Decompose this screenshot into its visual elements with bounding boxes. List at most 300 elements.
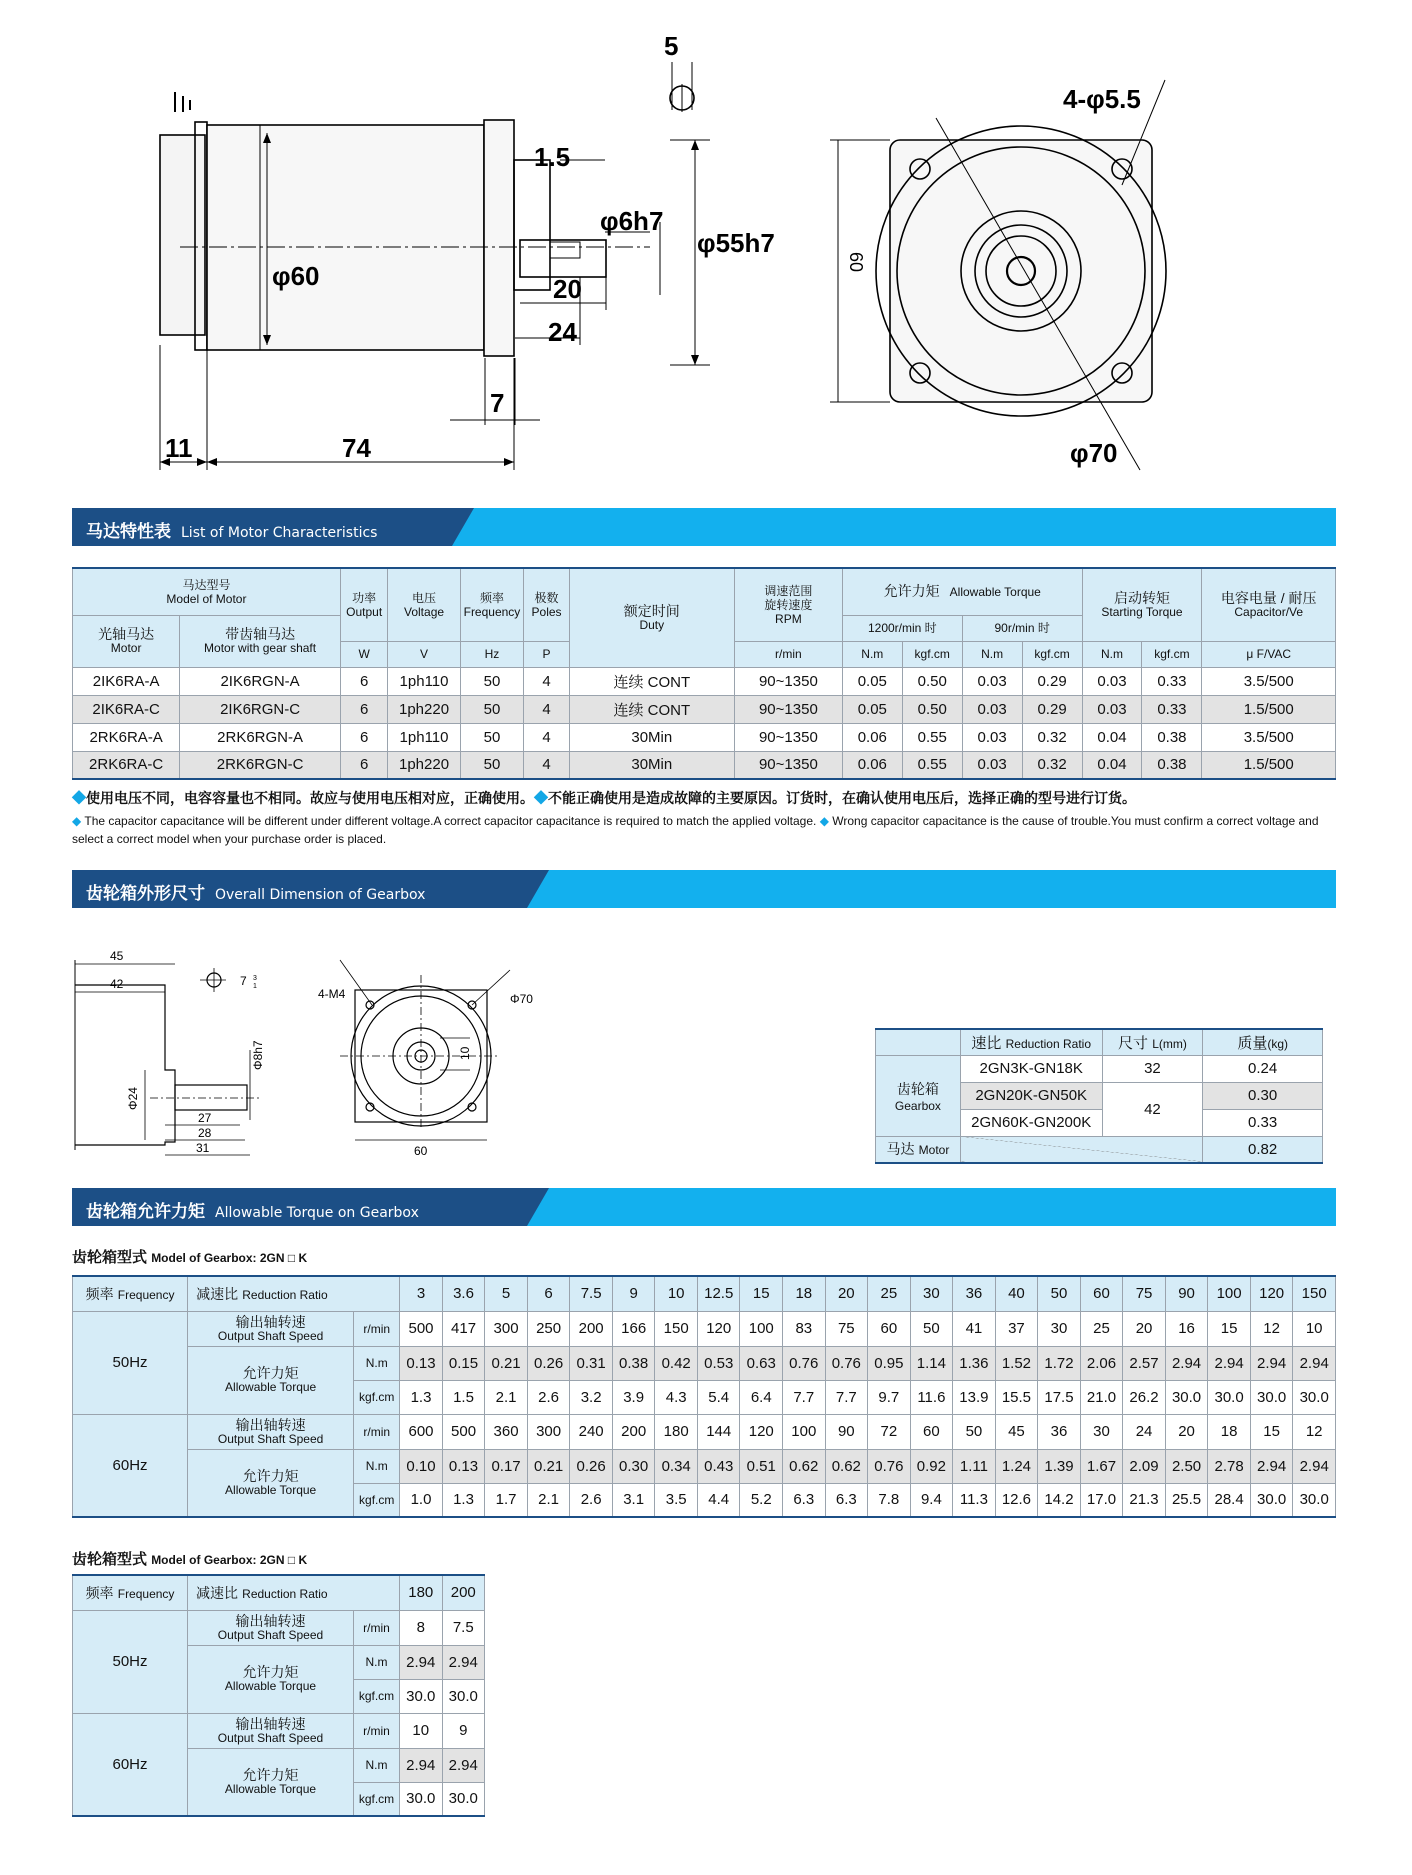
note-en xyxy=(72,812,1332,848)
torque-cell: 2.57 xyxy=(1123,1346,1166,1380)
torque-cell: 30.0 xyxy=(1250,1483,1293,1517)
gb-ratio-3: 2GN60K-GN200K xyxy=(960,1109,1102,1136)
torque-cell: 0.62 xyxy=(783,1449,826,1483)
unit-hz: Hz xyxy=(460,641,524,667)
torque-cell: 1.3 xyxy=(442,1483,485,1517)
dim-74: 74 xyxy=(342,433,371,463)
torque-cell: 0.51 xyxy=(740,1449,783,1483)
motor-cell: 0.33 xyxy=(1142,667,1202,695)
torque-torque-en: Allowable Torque xyxy=(224,1679,317,1693)
torque-speed-cn: 输出轴转速 xyxy=(235,1715,306,1732)
gb-dim-60: 60 xyxy=(414,1144,428,1158)
unit-rmin: r/min xyxy=(734,641,842,667)
motor-cell: 1ph220 xyxy=(388,695,460,723)
h-start-en: Starting Torque xyxy=(1101,604,1183,619)
torque-cell: 120 xyxy=(740,1414,783,1449)
torque-cell: 50 xyxy=(953,1414,996,1449)
torque-cell: 17.0 xyxy=(1080,1483,1123,1517)
torque-cell: 30 xyxy=(1038,1311,1081,1346)
motor-section-title-en: List of Motor Characteristics xyxy=(181,525,378,541)
gb-dim-10: 10 xyxy=(458,1046,472,1060)
torque-cell: 1.36 xyxy=(953,1346,996,1380)
gb-ratio-1: 2GN3K-GN18K xyxy=(960,1055,1102,1082)
motor-cell: 2RK6RGN-A xyxy=(180,723,341,751)
motor-cell: 1ph220 xyxy=(388,751,460,779)
torque-cell: 2.1 xyxy=(527,1483,570,1517)
motor-cell: 2IK6RA-A xyxy=(73,667,180,695)
torque-cell: 7.7 xyxy=(783,1380,826,1414)
motor-cell: 0.05 xyxy=(842,695,902,723)
motor-table-row xyxy=(73,695,1336,723)
torque-cell: 9.4 xyxy=(910,1483,953,1517)
torque-cell: 7.5 xyxy=(570,1276,613,1311)
note-cn-2: 不能正确使用是造成故障的主要原因。订货时，在确认使用电压后，选择正确的型号进行订货。 xyxy=(548,790,1136,806)
gb-motor-en: Motor xyxy=(918,1143,950,1158)
torque-cell: 150 xyxy=(655,1311,698,1346)
torque-cell: 40 xyxy=(995,1276,1038,1311)
torque-cell: 0.17 xyxy=(485,1449,528,1483)
motor-cell: 1.5/500 xyxy=(1202,695,1336,723)
torque-cell: 0.30 xyxy=(612,1449,655,1483)
torque-unit-nm: N.m xyxy=(354,1346,400,1380)
h-motor-en: Motor xyxy=(110,641,142,655)
motor-cell: 0.06 xyxy=(842,723,902,751)
torque-torque-cn: 允许力矩 xyxy=(242,1664,299,1680)
torque-cell: 16 xyxy=(1165,1311,1208,1346)
torque-h-ratio-cn: 减速比 xyxy=(196,1584,238,1601)
torque-section-title-cn: 齿轮箱允许力矩 xyxy=(86,1202,205,1222)
torque-cell: 1.11 xyxy=(953,1449,996,1483)
h-start-cn: 启动转矩 xyxy=(1114,589,1171,606)
motor-cell: 4 xyxy=(524,751,569,779)
torque-cell: 2.94 xyxy=(1293,1346,1336,1380)
torque-cell: 12 xyxy=(1293,1414,1336,1449)
dim-key-width: 5 xyxy=(664,31,679,61)
torque-cell: 30.0 xyxy=(1165,1380,1208,1414)
torque-cell: 13.9 xyxy=(953,1380,996,1414)
torque-cell: 30 xyxy=(1080,1414,1123,1449)
torque-h-ratio-en: Reduction Ratio xyxy=(242,1586,328,1601)
torque-cell: 0.38 xyxy=(612,1346,655,1380)
torque-cell: 36 xyxy=(953,1276,996,1311)
torque-cell: 2.94 xyxy=(442,1748,485,1782)
torque-cell: 0.76 xyxy=(825,1346,868,1380)
torque-cell: 21.3 xyxy=(1123,1483,1166,1517)
motor-cell: 0.03 xyxy=(962,667,1022,695)
torque-unit-rmin: r/min xyxy=(354,1610,400,1645)
torque-cell: 0.53 xyxy=(697,1346,740,1380)
torque-cell: 15 xyxy=(1208,1311,1251,1346)
torque-cell: 2.06 xyxy=(1080,1346,1123,1380)
h-cap-en: Capacitor/Ve xyxy=(1234,604,1304,619)
torque-cell: 9.7 xyxy=(868,1380,911,1414)
torque-h-freq-cn: 频率 xyxy=(85,1285,114,1302)
motor-cell: 4 xyxy=(524,667,569,695)
gb-gearbox-cn: 齿轮箱 xyxy=(896,1080,939,1097)
unit-kgf-1: kgf.cm xyxy=(902,641,962,667)
torque-cell: 0.95 xyxy=(868,1346,911,1380)
motor-cell: 90~1350 xyxy=(734,751,842,779)
motor-cell: 0.03 xyxy=(962,695,1022,723)
h-freq-en: Frequency xyxy=(463,604,521,619)
torque-cell: 75 xyxy=(1123,1276,1166,1311)
torque-cell: 30.0 xyxy=(1250,1380,1293,1414)
torque-cell: 10 xyxy=(400,1713,443,1748)
motor-cell: 50 xyxy=(460,723,524,751)
torque-cell: 2.94 xyxy=(1293,1449,1336,1483)
h-1200: 1200r/min 时 xyxy=(842,615,962,641)
torque-cell: 120 xyxy=(1250,1276,1293,1311)
torque-cell: 45 xyxy=(995,1414,1038,1449)
torque-h-freq-en: Frequency xyxy=(117,1287,175,1302)
h-gear-cn: 带齿轴马达 xyxy=(225,626,296,642)
torque-cell: 0.43 xyxy=(697,1449,740,1483)
torque-cell: 0.31 xyxy=(570,1346,613,1380)
unit-nm-3: N.m xyxy=(1082,641,1142,667)
motor-cell: 1.5/500 xyxy=(1202,751,1336,779)
torque-cell: 1.39 xyxy=(1038,1449,1081,1483)
torque-cell: 2.09 xyxy=(1123,1449,1166,1483)
gb-dim-31: 31 xyxy=(196,1141,210,1155)
torque-cell: 12.6 xyxy=(995,1483,1038,1517)
torque-torque-cn: 允许力矩 xyxy=(242,1467,299,1484)
motor-cell: 3.5/500 xyxy=(1202,723,1336,751)
torque-unit-rmin: r/min xyxy=(354,1414,400,1449)
unit-kgf-3: kgf.cm xyxy=(1142,641,1202,667)
h-poles-cn: 极数 xyxy=(534,590,559,605)
torque-cell: 250 xyxy=(527,1311,570,1346)
motor-cell: 0.29 xyxy=(1022,695,1082,723)
motor-cell: 0.38 xyxy=(1142,723,1202,751)
torque2-model-cn: 齿轮箱型式 xyxy=(72,1551,148,1568)
torque-cell: 4.3 xyxy=(655,1380,698,1414)
torque-cell: 1.72 xyxy=(1038,1346,1081,1380)
motor-cell: 4 xyxy=(524,723,569,751)
motor-cell: 50 xyxy=(460,695,524,723)
h-output-en: Output xyxy=(346,604,383,619)
motor-cell: 6 xyxy=(340,723,388,751)
torque-h-freq-en: Frequency xyxy=(117,1586,175,1601)
torque-cell: 1.24 xyxy=(995,1449,1038,1483)
torque-cell: 200 xyxy=(612,1414,655,1449)
torque-cell: 15 xyxy=(740,1276,783,1311)
diamond-icon: ◆ xyxy=(72,814,82,828)
h-poles-en: Poles xyxy=(531,604,562,619)
h-cap-cn: 电容电量 / 耐压 xyxy=(1220,589,1317,606)
note-en-2: Wrong capacitor capacitance is the cause of trouble.You must confirm a correct voltage and select a correct model when your purchase order is placed. xyxy=(72,814,1319,846)
torque-cell: 8 xyxy=(400,1610,443,1645)
torque-speed-cn: 输出轴转速 xyxy=(235,1612,306,1629)
dim-body-dia: φ60 xyxy=(272,261,320,291)
torque-cell: 3.6 xyxy=(442,1276,485,1311)
torque-cell: 0.21 xyxy=(527,1449,570,1483)
motor-dimension-drawing xyxy=(0,0,1412,490)
torque-torque-cn: 允许力矩 xyxy=(242,1766,299,1783)
dim-11: 11 xyxy=(165,433,193,463)
motor-table-row xyxy=(73,723,1336,751)
torque-unit-kgf: kgf.cm xyxy=(354,1679,400,1713)
torque-torque-en: Allowable Torque xyxy=(225,1482,317,1497)
gb-h-size-en: L(mm) xyxy=(1152,1036,1187,1051)
torque-cell: 0.13 xyxy=(400,1346,443,1380)
h-freq-cn: 频率 xyxy=(479,590,504,605)
gb-dim-28: 28 xyxy=(198,1126,212,1140)
motor-cell: 90~1350 xyxy=(734,723,842,751)
gb-mass-3: 0.33 xyxy=(1203,1109,1323,1136)
torque-cell: 30.0 xyxy=(400,1782,443,1816)
torque-cell: 2.94 xyxy=(400,1748,443,1782)
torque-speed-en: Output Shaft Speed xyxy=(217,1627,324,1642)
dim-square: 60 xyxy=(846,252,866,273)
motor-cell: 0.03 xyxy=(962,723,1022,751)
torque-cell: 200 xyxy=(442,1575,485,1610)
torque-unit-kgf: kgf.cm xyxy=(354,1483,400,1517)
torque-cell: 2.94 xyxy=(1208,1346,1251,1380)
torque-cell: 1.3 xyxy=(400,1380,443,1414)
torque-cell: 180 xyxy=(400,1575,443,1610)
gearbox-section-title-en: Overall Dimension of Gearbox xyxy=(215,887,426,903)
gb-motor-diagonal xyxy=(960,1136,1202,1163)
h-torque-cn: 允许力矩 xyxy=(883,583,940,600)
torque-cell: 300 xyxy=(527,1414,570,1449)
gb-h-ratio-en: Reduction Ratio xyxy=(1005,1036,1091,1051)
h-model-en: Model of Motor xyxy=(166,591,247,606)
torque-cell: 7.5 xyxy=(442,1610,485,1645)
torque-cell: 360 xyxy=(485,1414,528,1449)
torque-cell: 10 xyxy=(1293,1311,1336,1346)
h-model-cn: 马达型号 xyxy=(182,577,231,592)
motor-cell: 6 xyxy=(340,667,388,695)
torque-cell: 6 xyxy=(527,1276,570,1311)
gb-mass-2: 0.30 xyxy=(1203,1082,1323,1109)
dim-flange-7: 7 xyxy=(490,388,505,418)
motor-cell: 0.50 xyxy=(902,695,962,723)
torque-cell: 7.7 xyxy=(825,1380,868,1414)
torque-cell: 2.94 xyxy=(442,1645,485,1679)
torque-cell: 12 xyxy=(1250,1311,1293,1346)
gearbox-section-banner xyxy=(72,870,1336,908)
motor-cell: 0.32 xyxy=(1022,723,1082,751)
dim-holes: 4-φ5.5 xyxy=(1063,84,1141,114)
torque-cell: 5.4 xyxy=(697,1380,740,1414)
motor-cell: 0.55 xyxy=(902,723,962,751)
gb-h-ratio-cn: 速比 xyxy=(971,1034,1002,1052)
torque-cell: 90 xyxy=(825,1414,868,1449)
torque-speed-en: Output Shaft Speed xyxy=(217,1730,324,1745)
torque-cell: 0.15 xyxy=(442,1346,485,1380)
gb-dim-24: Φ24 xyxy=(126,1087,140,1110)
torque-cell: 30.0 xyxy=(400,1679,443,1713)
motor-cell: 90~1350 xyxy=(734,695,842,723)
torque-cell: 12.5 xyxy=(697,1276,740,1311)
torque-cell: 60 xyxy=(868,1311,911,1346)
torque-cell: 2.6 xyxy=(570,1483,613,1517)
torque-table-1 xyxy=(72,1275,1336,1518)
torque-cell: 50 xyxy=(910,1311,953,1346)
gb-h-mass-en: (kg) xyxy=(1267,1036,1288,1051)
torque-cell: 600 xyxy=(400,1414,443,1449)
motor-characteristics-table xyxy=(72,567,1336,780)
torque-cell: 0.76 xyxy=(868,1449,911,1483)
torque-cell: 0.13 xyxy=(442,1449,485,1483)
unit-cap: μ F/VAC xyxy=(1202,641,1336,667)
h-90: 90r/min 时 xyxy=(962,615,1082,641)
motor-cell: 连续 CONT xyxy=(569,695,734,723)
torque-cell: 166 xyxy=(612,1311,655,1346)
torque-cell: 0.34 xyxy=(655,1449,698,1483)
torque-cell: 500 xyxy=(442,1414,485,1449)
torque-cell: 7.8 xyxy=(868,1483,911,1517)
torque-h-ratio-cn: 减速比 xyxy=(196,1285,239,1302)
torque-cell: 30.0 xyxy=(442,1679,485,1713)
torque-cell: 30.0 xyxy=(442,1782,485,1816)
torque-cell: 36 xyxy=(1038,1414,1081,1449)
torque-cell: 2.94 xyxy=(1250,1346,1293,1380)
torque-cell: 17.5 xyxy=(1038,1380,1081,1414)
torque-cell: 18 xyxy=(1208,1414,1251,1449)
torque-cell: 11.3 xyxy=(953,1483,996,1517)
h-output-cn: 功率 xyxy=(352,590,377,605)
motor-cell: 6 xyxy=(340,695,388,723)
torque1-model-en: Model of Gearbox: 2GN □ K xyxy=(151,1251,308,1265)
h-duty-cn: 额定时间 xyxy=(623,602,680,619)
torque-cell: 5.2 xyxy=(740,1483,783,1517)
torque-cell: 25.5 xyxy=(1165,1483,1208,1517)
gb-mass-1: 0.24 xyxy=(1203,1055,1323,1082)
torque-cell: 0.63 xyxy=(740,1346,783,1380)
torque-cell: 6.3 xyxy=(783,1483,826,1517)
motor-table-row xyxy=(73,751,1336,779)
torque-torque-cn: 允许力矩 xyxy=(242,1365,299,1381)
motor-cell: 50 xyxy=(460,751,524,779)
note-en-1: The capacitor capacitance will be different under different voltage.A correct capacitor capacitance is required to match the applied voltage. xyxy=(84,814,817,828)
torque-cell: 1.7 xyxy=(485,1483,528,1517)
torque-cell: 1.5 xyxy=(442,1380,485,1414)
torque-cell: 500 xyxy=(400,1311,443,1346)
gb-dim-45: 45 xyxy=(110,949,124,963)
torque-cell: 9 xyxy=(442,1713,485,1748)
torque-cell: 2.94 xyxy=(1250,1449,1293,1483)
torque-cell: 1.0 xyxy=(400,1483,443,1517)
motor-cell: 3.5/500 xyxy=(1202,667,1336,695)
motor-cell: 0.06 xyxy=(842,751,902,779)
h-rpm-cn2: 旋转速度 xyxy=(764,597,813,612)
motor-cell: 0.32 xyxy=(1022,751,1082,779)
torque-hz-60: 60Hz xyxy=(73,1713,188,1816)
dim-pilot-dia: φ55h7 xyxy=(697,228,775,258)
torque-cell: 20 xyxy=(1123,1311,1166,1346)
unit-v: V xyxy=(388,641,460,667)
gb-ratio-2: 2GN20K-GN50K xyxy=(960,1082,1102,1109)
gb-dim-70: Φ70 xyxy=(510,992,533,1006)
torque1-model-label xyxy=(72,1246,307,1267)
unit-nm-1: N.m xyxy=(842,641,902,667)
unit-kgf-2: kgf.cm xyxy=(1022,641,1082,667)
torque-h-ratio-en: Reduction Ratio xyxy=(242,1287,328,1302)
torque-cell: 15.5 xyxy=(995,1380,1038,1414)
gb-dim-1: 1 xyxy=(253,983,257,990)
motor-cell: 1ph110 xyxy=(388,667,460,695)
torque-cell: 25 xyxy=(868,1276,911,1311)
torque-cell: 100 xyxy=(783,1414,826,1449)
torque-cell: 83 xyxy=(783,1311,826,1346)
motor-cell: 0.04 xyxy=(1082,751,1142,779)
motor-cell: 0.03 xyxy=(1082,695,1142,723)
torque-cell: 10 xyxy=(655,1276,698,1311)
torque-cell: 20 xyxy=(1165,1414,1208,1449)
torque-cell: 6.3 xyxy=(825,1483,868,1517)
torque-cell: 0.26 xyxy=(527,1346,570,1380)
h-torque-en: Allowable Torque xyxy=(949,585,1041,600)
torque-cell: 0.42 xyxy=(655,1346,698,1380)
torque-cell: 5 xyxy=(485,1276,528,1311)
motor-cell: 2IK6RA-C xyxy=(73,695,180,723)
motor-cell: 0.05 xyxy=(842,667,902,695)
torque-cell: 41 xyxy=(953,1311,996,1346)
torque-cell: 30.0 xyxy=(1293,1380,1336,1414)
torque-cell: 0.21 xyxy=(485,1346,528,1380)
motor-cell: 50 xyxy=(460,667,524,695)
gearbox-section-title-cn: 齿轮箱外形尺寸 xyxy=(86,884,205,904)
torque-cell: 21.0 xyxy=(1080,1380,1123,1414)
torque2-model-en: Model of Gearbox: 2GN □ K xyxy=(151,1553,308,1567)
torque-speed-cn: 输出轴转速 xyxy=(235,1313,306,1330)
torque-cell: 120 xyxy=(697,1311,740,1346)
motor-cell: 连续 CONT xyxy=(569,667,734,695)
torque-cell: 100 xyxy=(740,1311,783,1346)
motor-cell: 0.50 xyxy=(902,667,962,695)
torque-h-freq-cn: 频率 xyxy=(85,1584,114,1601)
torque-cell: 3.9 xyxy=(612,1380,655,1414)
torque-cell: 18 xyxy=(783,1276,826,1311)
unit-nm-2: N.m xyxy=(962,641,1022,667)
torque-cell: 26.2 xyxy=(1123,1380,1166,1414)
motor-cell: 30Min xyxy=(569,723,734,751)
torque-cell: 2.94 xyxy=(1165,1346,1208,1380)
h-rpm-en: RPM xyxy=(775,611,802,626)
torque-cell: 0.26 xyxy=(570,1449,613,1483)
torque-torque-en: Allowable Torque xyxy=(225,1380,317,1394)
note-cn-1: 使用电压不同，电容容量也不相同。故应与使用电压相对应，正确使用。 xyxy=(86,790,534,806)
torque-speed-en: Output Shaft Speed xyxy=(217,1431,324,1446)
diamond-icon: ◆ xyxy=(72,790,86,806)
torque-cell: 24 xyxy=(1123,1414,1166,1449)
gb-size-2: 42 xyxy=(1102,1082,1203,1136)
motor-cell: 90~1350 xyxy=(734,667,842,695)
torque-cell: 20 xyxy=(825,1276,868,1311)
diamond-icon: ◆ xyxy=(534,790,548,806)
torque-hz-60: 60Hz xyxy=(73,1414,188,1517)
torque-cell: 60 xyxy=(910,1414,953,1449)
torque-section-title-en: Allowable Torque on Gearbox xyxy=(215,1205,419,1221)
motor-section-banner xyxy=(72,508,1336,546)
gb-h-mass-cn: 质量 xyxy=(1237,1034,1268,1052)
torque-unit-rmin: r/min xyxy=(354,1713,400,1748)
gb-dim-7: 7 xyxy=(240,974,247,988)
torque-unit-kgf: kgf.cm xyxy=(354,1782,400,1816)
note-cn xyxy=(72,788,1332,808)
gb-dim-8h7: Φ8h7 xyxy=(251,1040,265,1070)
torque-cell: 200 xyxy=(570,1311,613,1346)
gb-gearbox-en: Gearbox xyxy=(894,1098,941,1113)
torque-speed-en: Output Shaft Speed xyxy=(217,1328,324,1343)
gb-mass-4: 0.82 xyxy=(1203,1136,1323,1163)
torque-torque-en: Allowable Torque xyxy=(224,1781,317,1796)
torque-cell: 37 xyxy=(995,1311,1038,1346)
torque-cell: 300 xyxy=(485,1311,528,1346)
torque-cell: 75 xyxy=(825,1311,868,1346)
gb-dim-27: 27 xyxy=(198,1111,212,1125)
